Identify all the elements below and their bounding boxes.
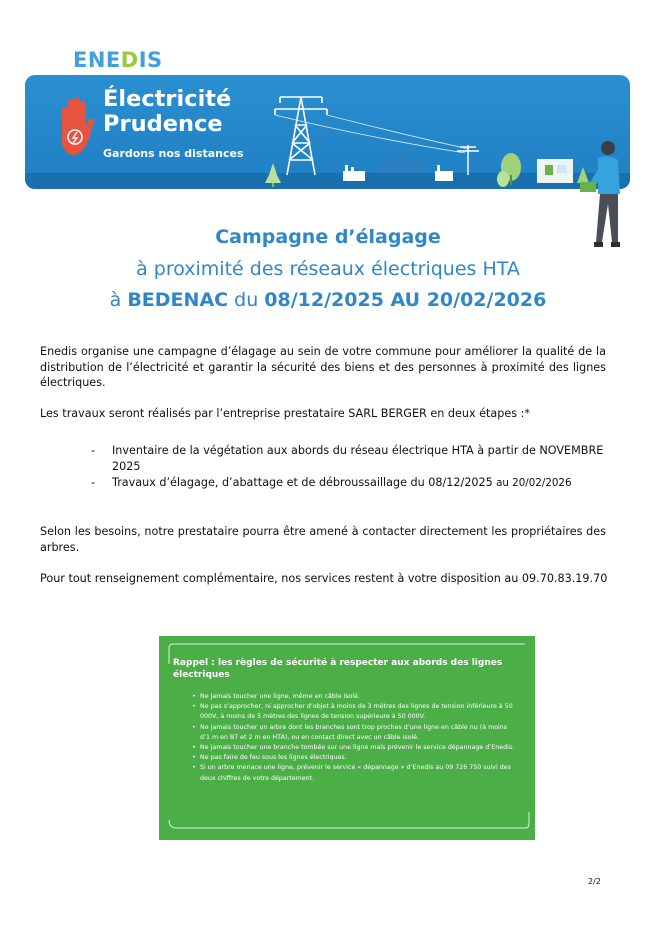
step-dash: - [91, 476, 96, 489]
logo-accent-letter: D [120, 48, 139, 72]
date-separator: AU [383, 289, 427, 311]
enedis-logo [73, 48, 163, 72]
safety-rule: • Ne jamais toucher une branche tombée sur une ligne mais prévenir le service dépannage d’Enedis. [173, 743, 517, 753]
safety-rule: • Si un arbre menace une ligne, prévenir le service « dépannage » d’Enedis au 09 726 750 suivi des deux chiffres de votre département. [173, 763, 517, 783]
banner-title [103, 87, 231, 137]
location-prefix: à [109, 289, 128, 311]
campaign-location-dates [0, 289, 656, 311]
logo-text: ENEDIS [73, 48, 163, 72]
utility-pole-icon [457, 145, 479, 175]
banner-subtitle: Gardons nos distances [103, 147, 244, 160]
power-pylon-icon [275, 97, 327, 175]
safety-rule: • Ne pas s’approcher, ni approcher d’objet à moins de 3 mètres des lignes de tension inférieure à 50 000V, à moins de 5 mètres des lignes de tension supérieure à 50 000V. [173, 702, 517, 722]
safety-rule: • Ne jamais toucher une ligne, même en câble isolé. [173, 692, 517, 702]
stop-hand-icon [56, 97, 96, 159]
contractor-paragraph: Les travaux seront réalisés par l’entreprise prestataire SARL BERGER en deux étapes :* [40, 407, 530, 420]
prudence-banner [25, 75, 630, 189]
banner-title-line1: Électricité [103, 86, 232, 112]
substation-building-icon [537, 159, 573, 183]
safety-rule: • Ne pas faire de feu sous les lignes électriques. [173, 753, 517, 763]
step-text: Inventaire de la végétation aux abords du réseau électrique HTA à partir de NOVEMBRE 2025 [112, 444, 604, 473]
contact-paragraph: Pour tout renseignement complémentaire, nos services restent à votre disposition au 09.70.83.19.70 [40, 572, 608, 585]
page-number: 2/2 [588, 877, 601, 886]
step-text-main: Travaux d’élagage, d’abattage et de débroussaillage du 08/12/2025 [112, 476, 493, 489]
banner-title-line2: Prudence [103, 111, 223, 137]
owners-paragraph: Selon les besoins, notre prestataire pourra être amené à contacter directement les propriétaires des arbres. [40, 525, 606, 554]
end-date: 20/02/2026 [426, 289, 547, 311]
safety-rules-list [173, 692, 517, 784]
safety-rule: • Ne jamais toucher un arbre dont les branches sont trop proches d’une ligne en câble nu (à moins d’1 m en BT et 2 m en HTA), ou en contact direct avec un câble isolé. [173, 723, 517, 743]
safety-reminder-box [159, 636, 535, 840]
start-date: 08/12/2025 [264, 289, 384, 311]
step-text-tail: au 20/02/2026 [492, 477, 572, 489]
step-dash: - [91, 444, 96, 457]
campaign-subtitle: à proximité des réseaux électriques HTA [136, 258, 520, 280]
date-prefix: du [228, 289, 265, 311]
step-text [112, 475, 606, 492]
campaign-title: Campagne d’élagage [215, 226, 441, 248]
safety-box-title: Rappel : les règles de sécurité à respecter aux abords des lignes électriques [173, 658, 503, 680]
commune-name: BEDENAC [127, 289, 229, 311]
intro-paragraph: Enedis organise une campagne d’élagage au sein de votre commune pour améliorer la qualité de la distribution de l’électricité et garantir la sécurité des biens et des personnes à proximité des lignes électriques. [40, 345, 606, 389]
